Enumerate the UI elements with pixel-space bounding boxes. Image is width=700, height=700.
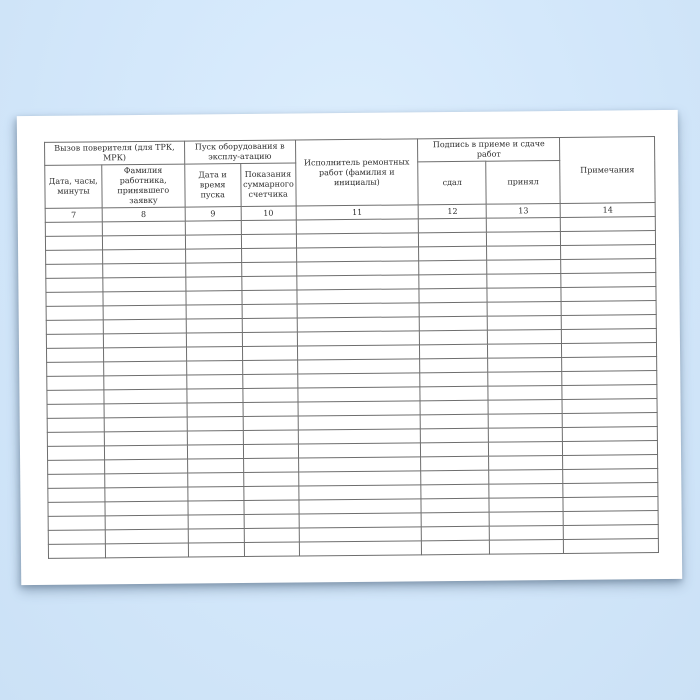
- table-cell: [487, 231, 561, 246]
- table-cell: [105, 473, 188, 488]
- table-cell: [487, 259, 561, 274]
- table-cell: [421, 512, 489, 527]
- table-cell: [421, 442, 489, 457]
- column-header-handed-over: сдал: [418, 161, 486, 205]
- table-cell: [47, 446, 104, 461]
- table-cell: [188, 487, 244, 502]
- table-cell: [48, 460, 105, 475]
- column-header-accepted: принял: [486, 160, 560, 204]
- table-cell: [422, 540, 490, 555]
- table-cell: [561, 273, 656, 288]
- table-cell: [104, 417, 187, 432]
- table-cell: [488, 357, 562, 372]
- journal-table: [44, 136, 659, 559]
- table-cell: [297, 303, 420, 318]
- table-cell: [103, 291, 186, 306]
- table-cell: [419, 232, 487, 247]
- table-cell: [297, 373, 420, 388]
- table-cell: [298, 485, 421, 500]
- table-cell: [187, 403, 243, 418]
- table-cell: [489, 427, 563, 442]
- table-cell: [296, 275, 419, 290]
- table-cell: [298, 429, 421, 444]
- table-cell: [487, 273, 561, 288]
- table-cell: [242, 374, 297, 389]
- table-cell: [562, 371, 657, 386]
- table-cell: [420, 330, 488, 345]
- table-cell: [241, 234, 296, 249]
- table-cell: [419, 302, 487, 317]
- table-cell: [104, 361, 187, 376]
- column-header-meter-reading: Показания суммарного счетчика: [240, 163, 295, 207]
- table-cell: [297, 345, 420, 360]
- table-cell: [298, 443, 421, 458]
- table-cell: [242, 346, 297, 361]
- table-cell: [419, 246, 487, 261]
- table-cell: [242, 318, 297, 333]
- table-cell: [102, 235, 185, 250]
- table-cell: [490, 539, 564, 554]
- table-cell: [562, 427, 657, 442]
- table-cell: [185, 249, 241, 264]
- group-header-equipment-start: Пуск оборудования в эксплу-атацию: [184, 140, 295, 164]
- table-cell: [103, 333, 186, 348]
- column-header-start-datetime: Дата и время пуска: [184, 164, 240, 208]
- table-cell: [187, 389, 243, 404]
- table-cell: [563, 469, 658, 484]
- table-cell: [105, 515, 188, 530]
- table-cell: [47, 418, 104, 433]
- table-cell: [47, 404, 104, 419]
- table-cell: [244, 500, 299, 515]
- table-cell: [186, 319, 242, 334]
- table-cell: [187, 417, 243, 432]
- table-cell: [242, 290, 297, 305]
- table-cell: [187, 459, 243, 474]
- table-cell: [562, 357, 657, 372]
- table-cell: [560, 231, 655, 246]
- table-cell: [489, 525, 563, 540]
- table-cell: [186, 277, 242, 292]
- table-cell: [47, 390, 104, 405]
- table-cell: [45, 222, 102, 237]
- table-cell: [48, 544, 105, 559]
- table-cell: [104, 375, 187, 390]
- column-number: 9: [185, 207, 241, 222]
- table-cell: [563, 525, 658, 540]
- table-cell: [48, 516, 105, 531]
- table-cell: [419, 218, 487, 233]
- column-number: 8: [102, 207, 185, 222]
- table-cell: [46, 306, 103, 321]
- table-cell: [104, 459, 187, 474]
- table-cell: [188, 501, 244, 516]
- table-cell: [103, 347, 186, 362]
- column-number: 13: [486, 203, 560, 218]
- table-cell: [487, 287, 561, 302]
- table-cell: [420, 358, 488, 373]
- column-number: 11: [296, 205, 419, 220]
- table-cell: [563, 511, 658, 526]
- table-cell: [105, 529, 188, 544]
- table-cell: [488, 343, 562, 358]
- table-cell: [243, 458, 298, 473]
- table-cell: [242, 360, 297, 375]
- table-cell: [488, 371, 562, 386]
- table-cell: [48, 488, 105, 503]
- table-cell: [185, 221, 241, 236]
- table-cell: [487, 301, 561, 316]
- table-cell: [103, 277, 186, 292]
- table-cell: [105, 543, 188, 558]
- table-cell: [104, 389, 187, 404]
- table-cell: [420, 386, 488, 401]
- table-cell: [188, 515, 244, 530]
- table-cell: [299, 541, 422, 556]
- table-cell: [420, 400, 488, 415]
- table-cell: [299, 527, 422, 542]
- table-cell: [46, 264, 103, 279]
- table-cell: [561, 259, 656, 274]
- table-cell: [563, 483, 658, 498]
- table-cell: [562, 385, 657, 400]
- table-cell: [185, 263, 241, 278]
- table-cell: [243, 444, 298, 459]
- table-cell: [104, 403, 187, 418]
- table-cell: [242, 304, 297, 319]
- paper-sheet: [17, 110, 682, 585]
- table-cell: [48, 474, 105, 489]
- table-cell: [488, 385, 562, 400]
- table-cell: [421, 470, 489, 485]
- table-cell: [241, 276, 296, 291]
- table-cell: [104, 445, 187, 460]
- table-cell: [47, 376, 104, 391]
- table-cell: [188, 543, 244, 558]
- table-cell: [105, 487, 188, 502]
- table-cell: [488, 413, 562, 428]
- table-cell: [562, 343, 657, 358]
- table-cell: [298, 457, 421, 472]
- group-header-verifier-call: Вызов поверителя (для ТРК, МРК): [45, 141, 185, 165]
- table-cell: [45, 236, 102, 251]
- table-cell: [299, 499, 422, 514]
- table-cell: [103, 305, 186, 320]
- group-header-signatures: Подпись в приеме и сдаче работ: [418, 137, 560, 161]
- table-cell: [187, 473, 243, 488]
- table-cell: [47, 432, 104, 447]
- table-cell: [421, 484, 489, 499]
- table-cell: [104, 431, 187, 446]
- column-number: 10: [241, 206, 296, 221]
- table-cell: [561, 287, 656, 302]
- table-cell: [489, 511, 563, 526]
- table-empty-rows: [45, 217, 658, 559]
- table-cell: [560, 217, 655, 232]
- table-cell: [47, 362, 104, 377]
- table-cell: [243, 388, 298, 403]
- table-cell: [297, 317, 420, 332]
- table-cell: [421, 498, 489, 513]
- table-cell: [46, 320, 103, 335]
- table-cell: [298, 401, 421, 416]
- table-cell: [422, 526, 490, 541]
- table-cell: [48, 502, 105, 517]
- table-cell: [46, 334, 103, 349]
- table-cell: [419, 260, 487, 275]
- table-cell: [561, 301, 656, 316]
- table-cell: [297, 331, 420, 346]
- table-cell: [186, 305, 242, 320]
- table-cell: [244, 528, 299, 543]
- table-cell: [563, 455, 658, 470]
- table-cell: [186, 333, 242, 348]
- column-number: 7: [45, 208, 102, 223]
- column-number: 14: [560, 203, 655, 218]
- table-cell: [48, 530, 105, 545]
- table-cell: [242, 332, 297, 347]
- table-cell: [103, 319, 186, 334]
- table-cell: [489, 455, 563, 470]
- table-cell: [489, 483, 563, 498]
- table-cell: [296, 261, 419, 276]
- table-cell: [296, 289, 419, 304]
- table-cell: [420, 414, 488, 429]
- table-cell: [46, 250, 103, 265]
- table-cell: [103, 263, 186, 278]
- table-cell: [487, 315, 561, 330]
- table-cell: [298, 415, 421, 430]
- table-cell: [185, 235, 241, 250]
- table-cell: [46, 292, 103, 307]
- table-cell: [563, 497, 658, 512]
- table-cell: [296, 219, 419, 234]
- table-cell: [186, 347, 242, 362]
- table-cell: [241, 220, 296, 235]
- table-cell: [186, 361, 242, 376]
- table-cell: [420, 344, 488, 359]
- column-header-executor: Исполнитель ремонтных работ (фамилия и инициалы): [295, 139, 418, 206]
- table-cell: [46, 278, 103, 293]
- table-cell: [188, 529, 244, 544]
- column-header-notes: Примечания: [560, 137, 656, 204]
- table-cell: [421, 456, 489, 471]
- table-cell: [243, 416, 298, 431]
- table-cell: [420, 316, 488, 331]
- table-cell: [186, 291, 242, 306]
- table-cell: [486, 217, 560, 232]
- table-cell: [243, 486, 298, 501]
- table-cell: [419, 274, 487, 289]
- table-cell: [421, 428, 489, 443]
- table-cell: [243, 430, 298, 445]
- table-cell: [297, 359, 420, 374]
- table-cell: [562, 413, 657, 428]
- table-cell: [102, 249, 185, 264]
- table-cell: [244, 514, 299, 529]
- table-cell: [296, 247, 419, 262]
- table-cell: [186, 375, 242, 390]
- table-cell: [488, 329, 562, 344]
- table-cell: [105, 501, 188, 516]
- table-cell: [561, 245, 656, 260]
- table-cell: [561, 329, 656, 344]
- table-cell: [46, 348, 103, 363]
- table-cell: [419, 288, 487, 303]
- table-cell: [187, 431, 243, 446]
- column-header-date-time: Дата, часы, минуты: [45, 165, 102, 209]
- table-cell: [489, 441, 563, 456]
- table-cell: [487, 245, 561, 260]
- table-cell: [244, 542, 299, 557]
- table-cell: [563, 539, 658, 554]
- table-cell: [243, 472, 298, 487]
- table-cell: [562, 399, 657, 414]
- table-cell: [241, 248, 296, 263]
- table-cell: [243, 402, 298, 417]
- table-cell: [298, 471, 421, 486]
- table-cell: [489, 469, 563, 484]
- table-cell: [187, 445, 243, 460]
- column-number: 12: [418, 204, 486, 219]
- table-cell: [296, 233, 419, 248]
- column-header-worker-name: Фамилия работника, принявшего заявку: [102, 164, 185, 208]
- table-cell: [488, 399, 562, 414]
- table-cell: [563, 441, 658, 456]
- table-cell: [241, 262, 296, 277]
- table-cell: [102, 221, 185, 236]
- table-cell: [297, 387, 420, 402]
- table-cell: [561, 315, 656, 330]
- table-cell: [299, 513, 422, 528]
- table-cell: [420, 372, 488, 387]
- table-cell: [489, 497, 563, 512]
- header-row-groups: [45, 137, 655, 166]
